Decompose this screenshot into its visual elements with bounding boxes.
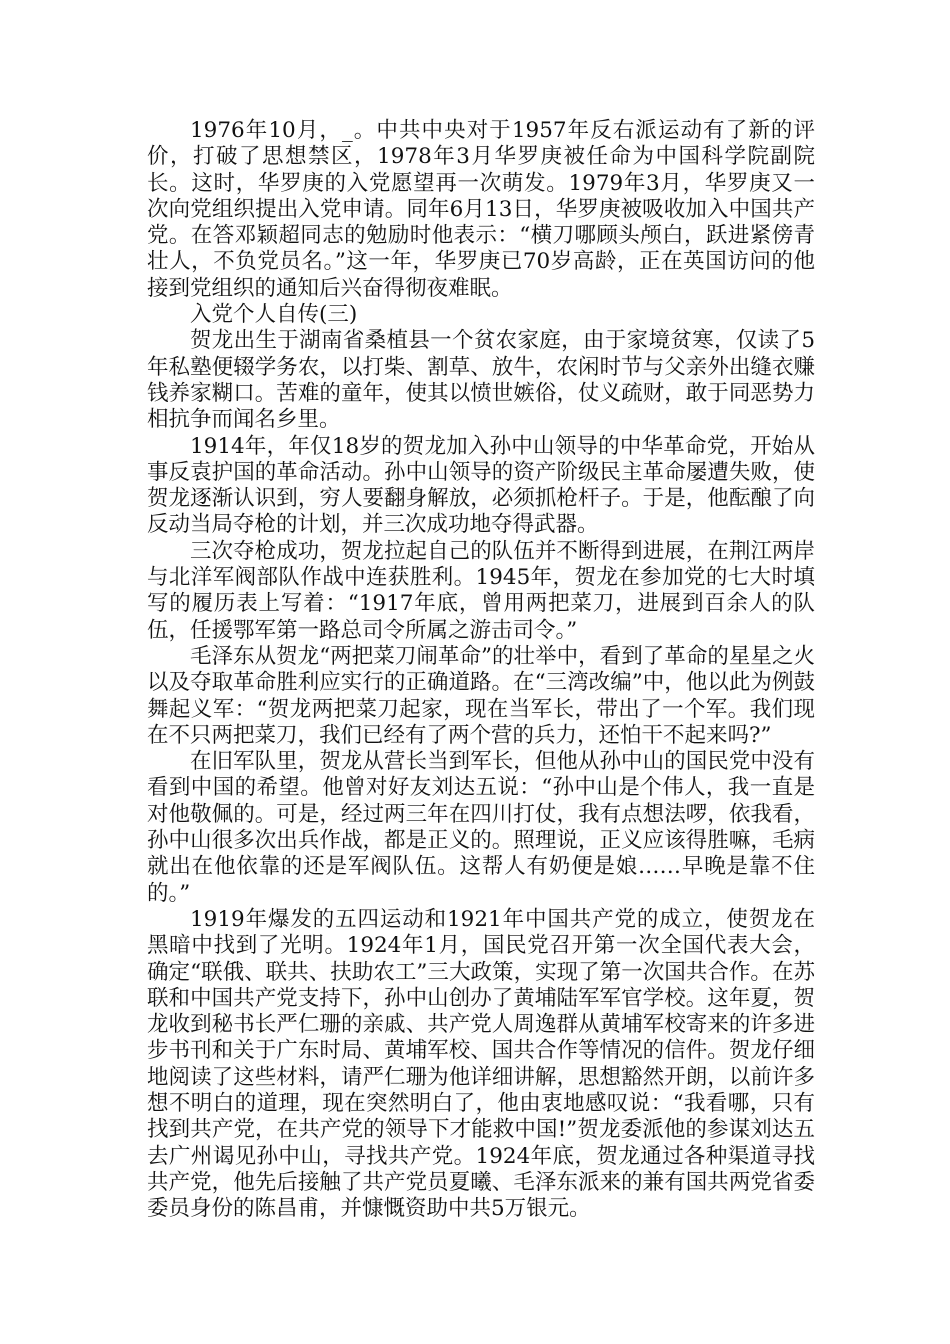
section-heading: 入党个人自传(三)	[190, 302, 358, 328]
paragraph-three-seizures: 三次夺枪成功，贺龙拉起自己的队伍并不断得到进展，在荆江两岸与北洋军阀部队作战中连获胜利。1945年，贺龙在参加党的七大时填写的履历表上写着：“1917年底，曾用两把菜刀，进展到百余人的队伍，任援鄂军第一路总司令所属之游击司令。”	[147, 538, 815, 643]
paragraph-mao-comment: 毛泽东从贺龙“两把菜刀闹革命”的壮举中，看到了革命的星星之火以及夺取革命胜利应实行的正确道路。在“三湾改编”中，他以此为例鼓舞起义军：“贺龙两把菜刀起家，现在当军长，带出了一个军。我们现在不只两把菜刀，我们已经有了两个营的兵力，还怕干不起来吗?”	[147, 643, 815, 748]
paragraph-helong-childhood: 贺龙出生于湖南省桑植县一个贫农家庭，由于家境贫寒，仅读了5年私塾便辍学务农，以打柴、割草、放牛，农闲时节与父亲外出缝衣赚钱养家糊口。苦难的童年，使其以愤世嫉俗，仗义疏财，敢于同恶势力相抗争而闻名乡里。	[147, 328, 815, 433]
paragraph-1919: 1919年爆发的五四运动和1921年中国共产党的成立，使贺龙在黑暗中找到了光明。1924年1月，国民党召开第一次全国代表大会，确定“联俄、联共、扶助农工”三大政策，实现了第一次国共合作。在苏联和中国共产党支持下，孙中山创办了黄埔陆军军官学校。这年夏，贺龙收到秘书长严仁珊的亲戚、共产党人周逸群从黄埔军校寄来的许多进步书刊和关于广东时局、黄埔军校、国共合作等情况的信件。贺龙仔细地阅读了这些材料，请严仁珊为他详细讲解，思想豁然开朗，以前许多想不明白的道理，现在突然明白了，他由衷地感叹说：“我看哪，只有找到共产党，在共产党的领导下才能救中国!”贺龙委派他的参谋刘达五去广州谒见孙中山，寻找共产党。1924年底，贺龙通过各种渠道寻找共产党，他先后接触了共产党员夏曦、毛泽东派来的兼有国共两党省委委员身份的陈昌甫，并慷慨资助中共5万银元。	[147, 906, 815, 1222]
document-page	[147, 118, 815, 1222]
paragraph-1914: 1914年，年仅18岁的贺龙加入孙中山领导的中华革命党，开始从事反袁护国的革命活动。孙中山领导的资产阶级民主革命屡遭失败，使贺龙逐渐认识到，穷人要翻身解放，必须抓枪杆子。于是，他酝酿了向反动当局夺枪的计划，并三次成功地夺得武器。	[147, 433, 815, 538]
paragraph-old-army: 在旧军队里，贺龙从营长当到军长，但他从孙中山的国民党中没有看到中国的希望。他曾对好友刘达五说：“孙中山是个伟人，我一直是对他敬佩的。可是，经过两三年在四川打仗，我有点想法啰，依我看，孙中山很多次出兵作战，都是正义的。照理说，正义应该得胜嘛，毛病就出在他依靠的还是军阀队伍。这帮人有奶便是娘……早晚是靠不住的。”	[147, 749, 815, 906]
paragraph-hualuogeng: 1976年10月，_。中共中央对于1957年反右派运动有了新的评价，打破了思想禁区，1978年3月华罗庚被任命为中国科学院副院长。这时，华罗庚的入党愿望再一次萌发。1979年3月，华罗庚又一次向党组织提出入党申请。同年6月13日，华罗庚被吸收加入中国共产党。在答邓颖超同志的勉励时他表示：“横刀哪顾头颅白，跃进紧傍青壮人，不负党员名。”这一年，华罗庚已70岁高龄，正在英国访问的他接到党组织的通知后兴奋得彻夜难眠。	[147, 118, 815, 301]
